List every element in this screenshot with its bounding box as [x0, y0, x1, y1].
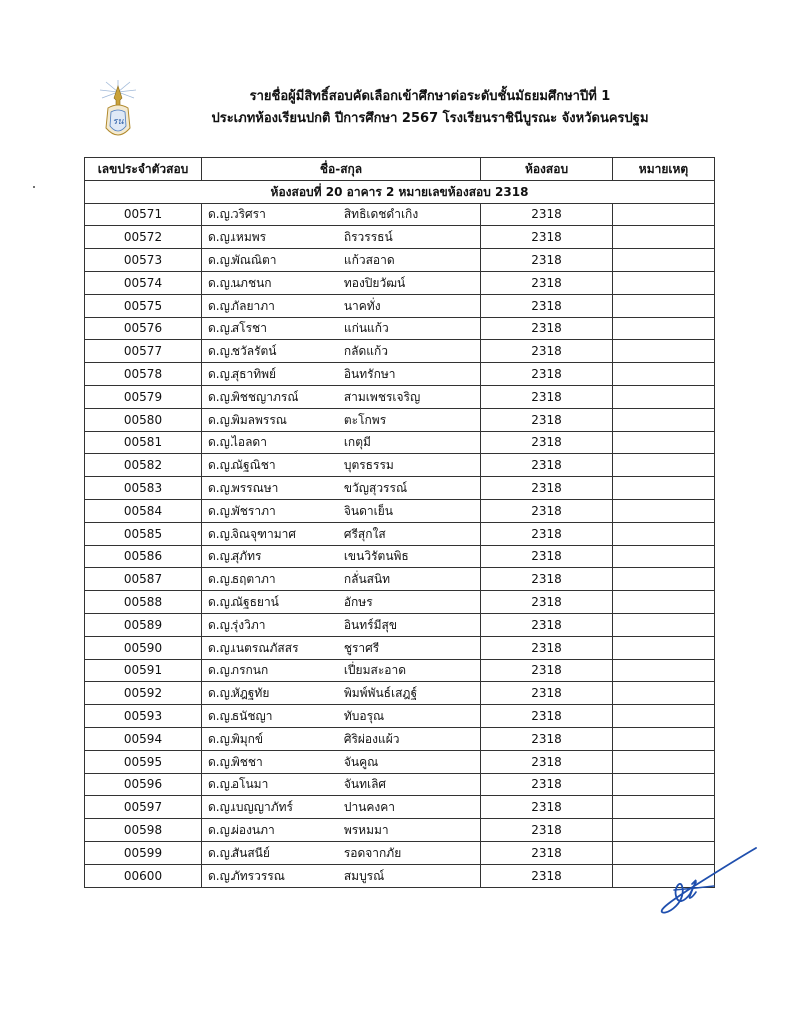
exam-room-cell: 2318 [481, 819, 613, 842]
table-row [85, 249, 715, 272]
exam-id-cell: 00590 [85, 636, 202, 659]
name-title: ด.ญ. [208, 731, 234, 746]
first-name: เบญญาภัทร์ [231, 800, 293, 815]
exam-room-cell: 2318 [481, 682, 613, 705]
name-title: ด.ญ. [208, 481, 234, 496]
exam-room-cell: 2318 [481, 408, 613, 431]
exam-room-cell: 2318 [481, 545, 613, 568]
exam-id-cell: 00587 [85, 568, 202, 591]
last-name: บุตรธรรม [343, 458, 394, 473]
last-name: ชูราศรี [343, 640, 380, 655]
exam-id-cell: 00600 [85, 864, 202, 887]
exam-id-cell: 00586 [85, 545, 202, 568]
exam-id-cell: 00572 [85, 226, 202, 249]
remarks-cell [613, 294, 715, 317]
last-name: ปานคงคา [343, 800, 396, 815]
name-title: ด.ญ. [208, 275, 234, 290]
table-row [85, 545, 715, 568]
remarks-cell [613, 499, 715, 522]
full-name-cell [202, 522, 481, 545]
last-name: อินทรักษา [343, 367, 396, 382]
exam-room-cell: 2318 [481, 294, 613, 317]
table-row [85, 477, 715, 500]
exam-room-cell: 2318 [481, 773, 613, 796]
remarks-cell [613, 568, 715, 591]
last-name: เปี่ยมสะอาด [343, 663, 406, 678]
full-name-cell [202, 819, 481, 842]
table-row [85, 408, 715, 431]
first-name: พัณณิตา [231, 253, 277, 268]
exam-id-cell: 00594 [85, 727, 202, 750]
first-name: ธนัชญา [231, 709, 273, 724]
table-row [85, 682, 715, 705]
table-row [85, 659, 715, 682]
exam-room-cell: 2318 [481, 454, 613, 477]
last-name: อักษร [343, 595, 373, 610]
exam-room-cell: 2318 [481, 613, 613, 636]
table-row [85, 727, 715, 750]
last-name: ตะโกพร [343, 412, 387, 427]
exam-id-cell: 00592 [85, 682, 202, 705]
full-name-cell [202, 477, 481, 500]
name-title: ด.ญ. [208, 435, 234, 450]
full-name-cell [202, 773, 481, 796]
exam-room-cell: 2318 [481, 864, 613, 887]
exam-id-cell: 00589 [85, 613, 202, 636]
last-name: รอดจากภัย [343, 845, 402, 860]
document-title: รายชื่อผู้มีสิทธิ์สอบคัดเลือกเข้าศึกษาต่อระดับชั้นมัธยมศึกษาปีที่ 1 [249, 89, 611, 104]
first-name: พัชราภา [231, 503, 276, 518]
exam-id-cell: 00599 [85, 841, 202, 864]
table-row [85, 705, 715, 728]
exam-id-cell: 00574 [85, 271, 202, 294]
exam-room-section-label: ห้องสอบที่ 20 อาคาร 2 หมายเลขห้องสอบ 2318 [85, 180, 715, 203]
remarks-cell [613, 659, 715, 682]
exam-room-cell: 2318 [481, 841, 613, 864]
remarks-cell [613, 819, 715, 842]
first-name: สุภัทร [231, 549, 262, 564]
name-title: ด.ญ. [208, 321, 234, 336]
table-row [85, 864, 715, 887]
full-name-cell [202, 317, 481, 340]
exam-room-cell: 2318 [481, 522, 613, 545]
last-name: ถิรวรรธน์ [343, 230, 393, 245]
full-name-cell [202, 727, 481, 750]
first-name: พิชชา [231, 754, 263, 769]
first-name: ไอลดา [231, 435, 267, 450]
remarks-cell [613, 545, 715, 568]
first-name: เหมพร [231, 230, 267, 245]
name-title: ด.ญ. [208, 207, 234, 222]
first-name: ณัฐณิชา [231, 458, 276, 473]
full-name-cell [202, 682, 481, 705]
exam-room-cell: 2318 [481, 705, 613, 728]
table-row [85, 271, 715, 294]
name-title: ด.ญ. [208, 686, 234, 701]
table-row [85, 796, 715, 819]
full-name-cell [202, 340, 481, 363]
last-name: กลัดแก้ว [343, 344, 388, 359]
exam-id-cell: 00578 [85, 363, 202, 386]
table-row [85, 317, 715, 340]
first-name: พิมลพรรณ [231, 412, 287, 427]
remarks-cell [613, 271, 715, 294]
full-name-cell [202, 363, 481, 386]
exam-id-cell: 00577 [85, 340, 202, 363]
remarks-cell [613, 340, 715, 363]
first-name: กัลยาภา [231, 298, 275, 313]
remarks-cell [613, 591, 715, 614]
last-name: แก่นแก้ว [343, 321, 389, 336]
exam-room-cell: 2318 [481, 385, 613, 408]
name-title: ด.ญ. [208, 412, 234, 427]
name-title: ด.ญ. [208, 230, 234, 245]
remarks-cell [613, 727, 715, 750]
first-name: สุธาทิพย์ [231, 367, 277, 382]
last-name: ทับอรุณ [343, 709, 385, 724]
remarks-cell [613, 636, 715, 659]
exam-id-cell: 00582 [85, 454, 202, 477]
document-subtitle: ประเภทห้องเรียนปกติ ปีการศึกษา 2567 โรงเรียนราชินีบูรณะ จังหวัดนครปฐม [211, 111, 649, 126]
remarks-cell [613, 385, 715, 408]
table-row [85, 294, 715, 317]
last-name: ศิริผ่องแผ้ว [343, 731, 400, 746]
table-row [85, 363, 715, 386]
name-title: ด.ญ. [208, 800, 234, 815]
exam-room-cell: 2318 [481, 226, 613, 249]
full-name-cell [202, 568, 481, 591]
table-row [85, 340, 715, 363]
full-name-cell [202, 294, 481, 317]
exam-id-cell: 00580 [85, 408, 202, 431]
document-header [150, 86, 710, 130]
name-title: ด.ญ. [208, 572, 234, 587]
table-row [85, 226, 715, 249]
last-name: จันทเลิศ [343, 777, 387, 792]
name-title: ด.ญ. [208, 845, 234, 860]
first-name: วริศรา [231, 207, 266, 222]
first-name: นภชนก [231, 275, 272, 290]
name-title: ด.ญ. [208, 344, 234, 359]
table-row [85, 841, 715, 864]
exam-id-cell: 00595 [85, 750, 202, 773]
full-name-cell [202, 591, 481, 614]
full-name-cell [202, 841, 481, 864]
header-full-name: ชื่อ-สกุล [202, 158, 481, 181]
remarks-cell [613, 226, 715, 249]
remarks-cell [613, 431, 715, 454]
full-name-cell [202, 499, 481, 522]
exam-room-cell: 2318 [481, 796, 613, 819]
exam-id-cell: 00579 [85, 385, 202, 408]
first-name: อโนมา [231, 777, 269, 792]
exam-room-section-row [85, 180, 715, 203]
exam-room-cell: 2318 [481, 340, 613, 363]
first-name: กรกนก [231, 663, 269, 678]
exam-id-cell: 00573 [85, 249, 202, 272]
remarks-cell [613, 796, 715, 819]
last-name: จันคูณ [343, 754, 379, 769]
exam-room-cell: 2318 [481, 317, 613, 340]
name-title: ด.ญ. [208, 595, 234, 610]
full-name-cell [202, 750, 481, 773]
last-name: ทองปิยวัฒน์ [343, 275, 406, 290]
first-name: สโรชา [231, 321, 267, 336]
remarks-cell [613, 613, 715, 636]
name-title: ด.ญ. [208, 868, 234, 883]
table-header-row [85, 158, 715, 181]
last-name: สิทธิเดชดำเกิง [343, 207, 419, 222]
exam-room-cell: 2318 [481, 271, 613, 294]
table-row [85, 431, 715, 454]
last-name: เขนวิรัตนพิธ [343, 549, 409, 564]
exam-id-cell: 00583 [85, 477, 202, 500]
header-exam-id: เลขประจำตัวสอบ [85, 158, 202, 181]
exam-id-cell: 00588 [85, 591, 202, 614]
name-title: ด.ญ. [208, 663, 234, 678]
last-name: แก้วสอาด [343, 253, 395, 268]
table-row [85, 591, 715, 614]
name-title: ด.ญ. [208, 298, 234, 313]
exam-room-cell: 2318 [481, 659, 613, 682]
full-name-cell [202, 613, 481, 636]
exam-room-cell: 2318 [481, 363, 613, 386]
exam-roster-table [84, 157, 715, 888]
table-row [85, 750, 715, 773]
first-name: รุ่งวิภา [231, 617, 266, 632]
exam-id-cell: 00591 [85, 659, 202, 682]
table-row [85, 568, 715, 591]
full-name-cell [202, 796, 481, 819]
name-title: ด.ญ. [208, 503, 234, 518]
exam-room-cell: 2318 [481, 249, 613, 272]
exam-id-cell: 00593 [85, 705, 202, 728]
table-row [85, 636, 715, 659]
last-name: จินดาเย็น [343, 503, 393, 518]
full-name-cell [202, 203, 481, 226]
remarks-cell [613, 249, 715, 272]
school-crest-logo [96, 78, 140, 144]
exam-room-cell: 2318 [481, 499, 613, 522]
name-title: ด.ญ. [208, 549, 234, 564]
full-name-cell [202, 385, 481, 408]
full-name-cell [202, 271, 481, 294]
first-name: เนตรณภัสสร [231, 640, 299, 655]
first-name: ชวัลรัตน์ [231, 344, 277, 359]
last-name: พรหมมา [343, 823, 389, 837]
remarks-cell [613, 705, 715, 728]
full-name-cell [202, 226, 481, 249]
name-title: ด.ญ. [208, 526, 234, 541]
first-name: ภัทรวรรณ [231, 868, 285, 883]
exam-room-cell: 2318 [481, 203, 613, 226]
name-title: ด.ญ. [208, 709, 234, 724]
full-name-cell [202, 864, 481, 887]
table-row [85, 454, 715, 477]
first-name: สันสนีย์ [231, 845, 270, 860]
full-name-cell [202, 545, 481, 568]
full-name-cell [202, 705, 481, 728]
name-title: ด.ญ. [208, 389, 234, 404]
name-title: ด.ญ. [208, 253, 234, 268]
remarks-cell [613, 408, 715, 431]
exam-room-cell: 2318 [481, 477, 613, 500]
exam-room-cell: 2318 [481, 568, 613, 591]
table-row [85, 499, 715, 522]
exam-id-cell: 00597 [85, 796, 202, 819]
signature-mark [652, 840, 764, 920]
remarks-cell [613, 682, 715, 705]
last-name: เกตุมี [343, 435, 371, 450]
table-row [85, 203, 715, 226]
name-title: ด.ญ. [208, 823, 234, 837]
header-exam-room: ห้องสอบ [481, 158, 613, 181]
last-name: สามเพชรเจริญ [343, 389, 421, 404]
exam-id-cell: 00571 [85, 203, 202, 226]
last-name: อินทร์มีสุข [343, 617, 398, 632]
remarks-cell [613, 522, 715, 545]
full-name-cell [202, 431, 481, 454]
name-title: ด.ญ. [208, 754, 234, 769]
first-name: ผ่องนภา [231, 823, 275, 837]
last-name: ศรีสุกใส [343, 526, 386, 541]
name-title: ด.ญ. [208, 617, 234, 632]
name-title: ด.ญ. [208, 367, 234, 382]
exam-room-cell: 2318 [481, 727, 613, 750]
last-name: นาคทั่ง [343, 298, 381, 313]
first-name: หัฎฐทัย [231, 686, 270, 701]
first-name: พิมุกข์ [231, 731, 264, 746]
header-remarks: หมายเหตุ [613, 158, 715, 181]
remarks-cell [613, 750, 715, 773]
remarks-cell [613, 477, 715, 500]
full-name-cell [202, 454, 481, 477]
first-name: จิณจุฑามาศ [231, 526, 296, 541]
full-name-cell [202, 249, 481, 272]
remarks-cell [613, 317, 715, 340]
first-name: ธฤตาภา [231, 572, 276, 587]
table-row [85, 773, 715, 796]
name-title: ด.ญ. [208, 458, 234, 473]
table-row [85, 522, 715, 545]
exam-id-cell: 00584 [85, 499, 202, 522]
exam-room-cell: 2318 [481, 431, 613, 454]
first-name: ณัฐธยาน์ [231, 595, 279, 610]
last-name: กลั่นสนิท [343, 572, 391, 587]
last-name: ขวัญสุวรรณ์ [343, 481, 408, 496]
full-name-cell [202, 636, 481, 659]
first-name: พรรณษา [231, 481, 279, 496]
first-name: พิชชญาภรณ์ [231, 389, 299, 404]
table-row [85, 819, 715, 842]
exam-id-cell: 00598 [85, 819, 202, 842]
exam-id-cell: 00575 [85, 294, 202, 317]
svg-text:รน: รน [112, 117, 124, 127]
exam-room-cell: 2318 [481, 591, 613, 614]
exam-id-cell: 00596 [85, 773, 202, 796]
exam-room-cell: 2318 [481, 636, 613, 659]
exam-id-cell: 00585 [85, 522, 202, 545]
name-title: ด.ญ. [208, 640, 234, 655]
table-row [85, 613, 715, 636]
remarks-cell [613, 454, 715, 477]
full-name-cell [202, 659, 481, 682]
remarks-cell [613, 773, 715, 796]
exam-id-cell: 00576 [85, 317, 202, 340]
last-name: สมบูรณ์ [343, 868, 385, 883]
remarks-cell [613, 363, 715, 386]
last-name: พิมพ์พันธ์เสฎฐ์ [343, 686, 418, 701]
remarks-cell [613, 203, 715, 226]
table-row [85, 385, 715, 408]
scan-speck [33, 186, 35, 188]
full-name-cell [202, 408, 481, 431]
exam-room-cell: 2318 [481, 750, 613, 773]
exam-id-cell: 00581 [85, 431, 202, 454]
name-title: ด.ญ. [208, 777, 234, 792]
